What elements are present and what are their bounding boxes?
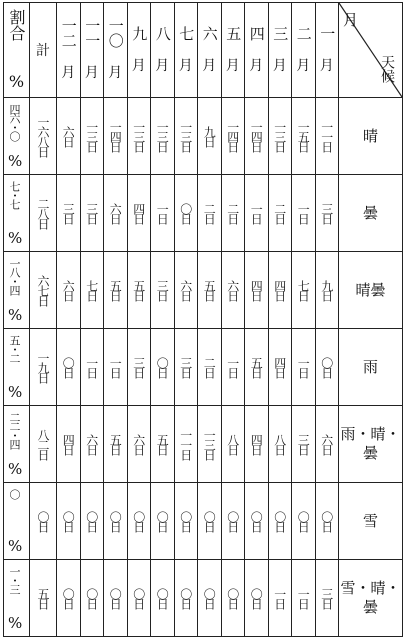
day-count: 〇日 [319, 357, 334, 377]
day-count: 五日 [131, 280, 146, 300]
day-count-cell [127, 329, 151, 406]
day-count-cell [268, 329, 292, 406]
month-number: 八 [153, 25, 172, 41]
percentage-unit: % [8, 383, 23, 401]
day-count: 一日 [296, 203, 311, 223]
percentage-unit: % [8, 537, 23, 555]
month-unit: 月 [296, 57, 311, 74]
day-count: 九日 [319, 280, 334, 300]
day-count: 四日 [249, 280, 264, 300]
day-count-cell [127, 98, 151, 175]
day-count-cell [104, 329, 128, 406]
day-count-cell [80, 329, 104, 406]
day-count-cell [292, 252, 316, 329]
day-count: 三日 [178, 357, 193, 377]
percentage-unit: % [8, 229, 23, 247]
day-count-cell [268, 98, 292, 175]
percentage-header-unit: % [8, 72, 25, 91]
table-row [4, 175, 403, 252]
day-count: 一日 [225, 357, 240, 377]
day-count-cell [292, 406, 316, 483]
weather-cell: 雨 [339, 329, 403, 406]
day-count-cell [57, 560, 81, 637]
day-count-cell [57, 252, 81, 329]
month-header [151, 3, 175, 98]
month-number: 五 [224, 25, 243, 41]
percentage-cell [4, 406, 30, 483]
day-count: 一三日 [155, 121, 170, 151]
percentage-value: 七・七 [8, 181, 21, 208]
day-count: 一日 [155, 203, 170, 223]
day-count: 一四日 [108, 121, 123, 151]
percentage-unit: % [8, 460, 23, 478]
day-count-cell [198, 560, 222, 637]
percentage-cell [4, 175, 30, 252]
month-header [245, 3, 269, 98]
table-row [4, 329, 403, 406]
day-count: 八日 [225, 434, 240, 454]
day-count-cell [127, 252, 151, 329]
day-count: 〇日 [61, 588, 76, 608]
weather-table [3, 2, 403, 637]
day-count: 一一日 [178, 429, 193, 459]
month-header [127, 3, 151, 98]
day-count-cell [198, 175, 222, 252]
month-number: 二 [294, 25, 313, 41]
month-unit: 月 [319, 57, 334, 74]
day-count-cell [127, 406, 151, 483]
month-unit: 月 [84, 65, 99, 81]
day-count-cell [245, 175, 269, 252]
percentage-cell [4, 560, 30, 637]
month-number: 一〇 [106, 18, 125, 48]
day-count: 一日 [249, 203, 264, 223]
day-count: 〇日 [202, 588, 217, 608]
day-count-cell [151, 98, 175, 175]
percentage-unit: % [8, 306, 23, 324]
total-cell [30, 560, 57, 637]
day-count-cell [268, 406, 292, 483]
day-count: 一三日 [272, 121, 287, 151]
month-header [198, 3, 222, 98]
day-count-cell [174, 560, 198, 637]
day-count-cell [104, 175, 128, 252]
total-header: 計 [30, 3, 57, 98]
day-count: 一三日 [131, 121, 146, 151]
day-count: 五日 [249, 357, 264, 377]
day-count: 一三日 [84, 121, 99, 151]
day-count: 一日 [296, 588, 311, 608]
day-count: 一五日 [296, 121, 311, 151]
month-header [174, 3, 198, 98]
day-count-cell [80, 175, 104, 252]
month-header [268, 3, 292, 98]
percentage-value: 〇 [8, 489, 21, 498]
day-count-cell [221, 329, 245, 406]
day-count: 七日 [296, 280, 311, 300]
day-count: 一三日 [178, 121, 193, 151]
day-count-cell [104, 560, 128, 637]
weather-cell: 雨・晴・曇 [339, 406, 403, 483]
percentage-cell [4, 98, 30, 175]
total-value: 〇日 [36, 511, 50, 531]
day-count-cell [315, 406, 339, 483]
day-count-cell [151, 252, 175, 329]
day-count: 四日 [61, 434, 76, 454]
day-count-cell [57, 483, 81, 560]
day-count: 〇日 [108, 511, 123, 531]
day-count: 六日 [131, 434, 146, 454]
day-count-cell [221, 560, 245, 637]
day-count: 〇日 [84, 588, 99, 608]
percentage-value: 一八・四 [8, 258, 21, 294]
day-count: 〇日 [131, 588, 146, 608]
day-count-cell [104, 98, 128, 175]
day-count: 〇日 [108, 588, 123, 608]
total-cell [30, 98, 57, 175]
month-number: 一 [318, 25, 337, 41]
month-header [221, 3, 245, 98]
total-value: 一六八日 [36, 116, 50, 156]
day-count-cell [80, 252, 104, 329]
day-count: 六日 [319, 434, 334, 454]
day-count-cell [315, 252, 339, 329]
day-count: 〇日 [296, 511, 311, 531]
day-count: 五日 [108, 280, 123, 300]
day-count-cell [292, 98, 316, 175]
month-unit: 月 [249, 57, 264, 74]
day-count-cell [104, 483, 128, 560]
day-count: 一四日 [249, 121, 264, 151]
day-count-cell [315, 483, 339, 560]
day-count-cell [245, 560, 269, 637]
day-count: 三日 [84, 203, 99, 223]
day-count-cell [245, 252, 269, 329]
day-count: 〇日 [131, 511, 146, 531]
day-count-cell [174, 329, 198, 406]
day-count-cell [57, 406, 81, 483]
weather-cell: 雪・晴・曇 [339, 560, 403, 637]
day-count: 〇日 [84, 511, 99, 531]
month-number: 四 [247, 25, 266, 41]
day-count-cell [315, 560, 339, 637]
table-row [4, 406, 403, 483]
percentage-value: 五・二 [8, 335, 21, 362]
day-count-cell [127, 175, 151, 252]
day-count: 一四日 [225, 121, 240, 151]
day-count-cell [268, 252, 292, 329]
day-count: 〇日 [178, 203, 193, 223]
month-number: 一一 [83, 18, 102, 48]
day-count: 〇日 [61, 511, 76, 531]
day-count-cell [245, 406, 269, 483]
day-count-cell [198, 252, 222, 329]
total-cell [30, 483, 57, 560]
day-count: 四日 [249, 434, 264, 454]
day-count: 六日 [178, 280, 193, 300]
day-count-cell [151, 175, 175, 252]
month-unit: 月 [272, 57, 287, 74]
corner-header [339, 3, 403, 98]
day-count-cell [151, 560, 175, 637]
total-value: 六七日 [36, 275, 50, 305]
day-count: 三日 [319, 588, 334, 608]
day-count: 〇日 [319, 511, 334, 531]
day-count: 五日 [155, 434, 170, 454]
day-count: 〇日 [155, 357, 170, 377]
day-count-cell [221, 483, 245, 560]
day-count: 一日 [84, 357, 99, 377]
percentage-unit: % [8, 614, 23, 632]
day-count: 三日 [61, 203, 76, 223]
month-unit: 月 [61, 65, 76, 81]
weather-cell: 曇 [339, 175, 403, 252]
day-count: 〇日 [155, 588, 170, 608]
month-number: 三 [271, 25, 290, 41]
day-count: 八日 [272, 434, 287, 454]
day-count-cell [57, 329, 81, 406]
day-count: 〇日 [178, 588, 193, 608]
day-count-cell [174, 406, 198, 483]
day-count: 七日 [84, 280, 99, 300]
day-count: 〇日 [249, 588, 264, 608]
day-count: 三日 [155, 280, 170, 300]
day-count-cell [268, 483, 292, 560]
day-count: 二日 [202, 203, 217, 223]
day-count: 五日 [202, 280, 217, 300]
month-header [292, 3, 316, 98]
day-count: 二日 [272, 203, 287, 223]
total-value: 八二日 [36, 429, 50, 459]
day-count-cell [80, 98, 104, 175]
day-count-cell [104, 406, 128, 483]
corner-weather-label: 天候 [379, 55, 395, 83]
day-count-cell [198, 329, 222, 406]
day-count: 四日 [131, 203, 146, 223]
day-count-cell [268, 560, 292, 637]
day-count-cell [57, 175, 81, 252]
month-number: 七 [177, 25, 196, 41]
day-count: 六日 [61, 126, 76, 146]
month-header [80, 3, 104, 98]
day-count: 二日 [225, 203, 240, 223]
day-count: 三日 [296, 434, 311, 454]
day-count-cell [127, 483, 151, 560]
day-count: 〇日 [272, 511, 287, 531]
total-cell [30, 406, 57, 483]
day-count: 〇日 [178, 511, 193, 531]
day-count-cell [151, 329, 175, 406]
month-header [57, 3, 81, 98]
day-count-cell [57, 98, 81, 175]
percentage-cell [4, 252, 30, 329]
table-row [4, 252, 403, 329]
percentage-value: 四六・〇 [8, 104, 21, 140]
month-number: 六 [200, 25, 219, 41]
day-count-cell [151, 483, 175, 560]
month-unit: 月 [131, 57, 146, 74]
day-count: 三日 [131, 357, 146, 377]
corner-month-label: 月 [343, 11, 359, 29]
day-count: 〇日 [225, 511, 240, 531]
day-count-cell [268, 175, 292, 252]
percentage-header [4, 3, 30, 98]
day-count-cell [221, 252, 245, 329]
day-count: 六日 [61, 280, 76, 300]
day-count: 〇日 [61, 357, 76, 377]
day-count-cell [198, 98, 222, 175]
month-unit: 月 [108, 65, 123, 81]
day-count: 〇日 [225, 588, 240, 608]
day-count-cell [174, 98, 198, 175]
day-count: 二日 [202, 357, 217, 377]
weather-cell: 雪 [339, 483, 403, 560]
day-count-cell [315, 175, 339, 252]
day-count-cell [315, 98, 339, 175]
month-unit: 月 [202, 57, 217, 74]
weather-cell: 晴 [339, 98, 403, 175]
day-count: 一一日 [319, 121, 334, 151]
total-value: 五日 [36, 588, 50, 608]
day-count: 〇日 [249, 511, 264, 531]
day-count-cell [198, 483, 222, 560]
month-unit: 月 [178, 57, 193, 74]
percentage-value: 二二・四 [8, 412, 21, 448]
month-unit: 月 [225, 57, 240, 74]
day-count-cell [80, 483, 104, 560]
day-count-cell [151, 406, 175, 483]
day-count: 六日 [225, 280, 240, 300]
percentage-cell [4, 483, 30, 560]
day-count-cell [221, 406, 245, 483]
day-count: 九日 [202, 126, 217, 146]
month-unit: 月 [155, 57, 170, 74]
total-cell [30, 175, 57, 252]
month-header [104, 3, 128, 98]
day-count-cell [245, 98, 269, 175]
day-count: 〇日 [155, 511, 170, 531]
day-count: 六日 [108, 203, 123, 223]
day-count: 一日 [296, 357, 311, 377]
day-count-cell [315, 329, 339, 406]
day-count-cell [292, 483, 316, 560]
day-count-cell [174, 175, 198, 252]
day-count-cell [174, 483, 198, 560]
day-count-cell [221, 98, 245, 175]
month-number: 九 [130, 25, 149, 41]
total-value: 一九日 [36, 352, 50, 382]
day-count-cell [104, 252, 128, 329]
table-row [4, 483, 403, 560]
percentage-unit: % [8, 152, 23, 170]
total-value: 二八日 [36, 198, 50, 228]
weather-cell: 晴曇 [339, 252, 403, 329]
month-number: 一二 [59, 18, 78, 48]
day-count: 四日 [272, 357, 287, 377]
day-count-cell [198, 406, 222, 483]
day-count-cell [80, 406, 104, 483]
month-header [315, 3, 339, 98]
table-row [4, 560, 403, 637]
percentage-value: 一・三 [8, 566, 21, 593]
header-row [4, 3, 403, 98]
day-count: 四日 [272, 280, 287, 300]
day-count-cell [292, 175, 316, 252]
day-count: 五日 [108, 434, 123, 454]
day-count-cell [245, 483, 269, 560]
day-count: 三日 [319, 203, 334, 223]
day-count-cell [174, 252, 198, 329]
day-count: 一三日 [202, 429, 217, 459]
table-row [4, 98, 403, 175]
day-count: 一日 [108, 357, 123, 377]
day-count-cell [292, 329, 316, 406]
day-count: 〇日 [202, 511, 217, 531]
day-count-cell [221, 175, 245, 252]
day-count-cell [292, 560, 316, 637]
day-count-cell [245, 329, 269, 406]
percentage-cell [4, 329, 30, 406]
total-cell [30, 329, 57, 406]
day-count-cell [127, 560, 151, 637]
total-cell [30, 252, 57, 329]
day-count: 一日 [272, 588, 287, 608]
day-count-cell [80, 560, 104, 637]
day-count: 六日 [84, 434, 99, 454]
percentage-header-label: 割合 [7, 9, 26, 41]
